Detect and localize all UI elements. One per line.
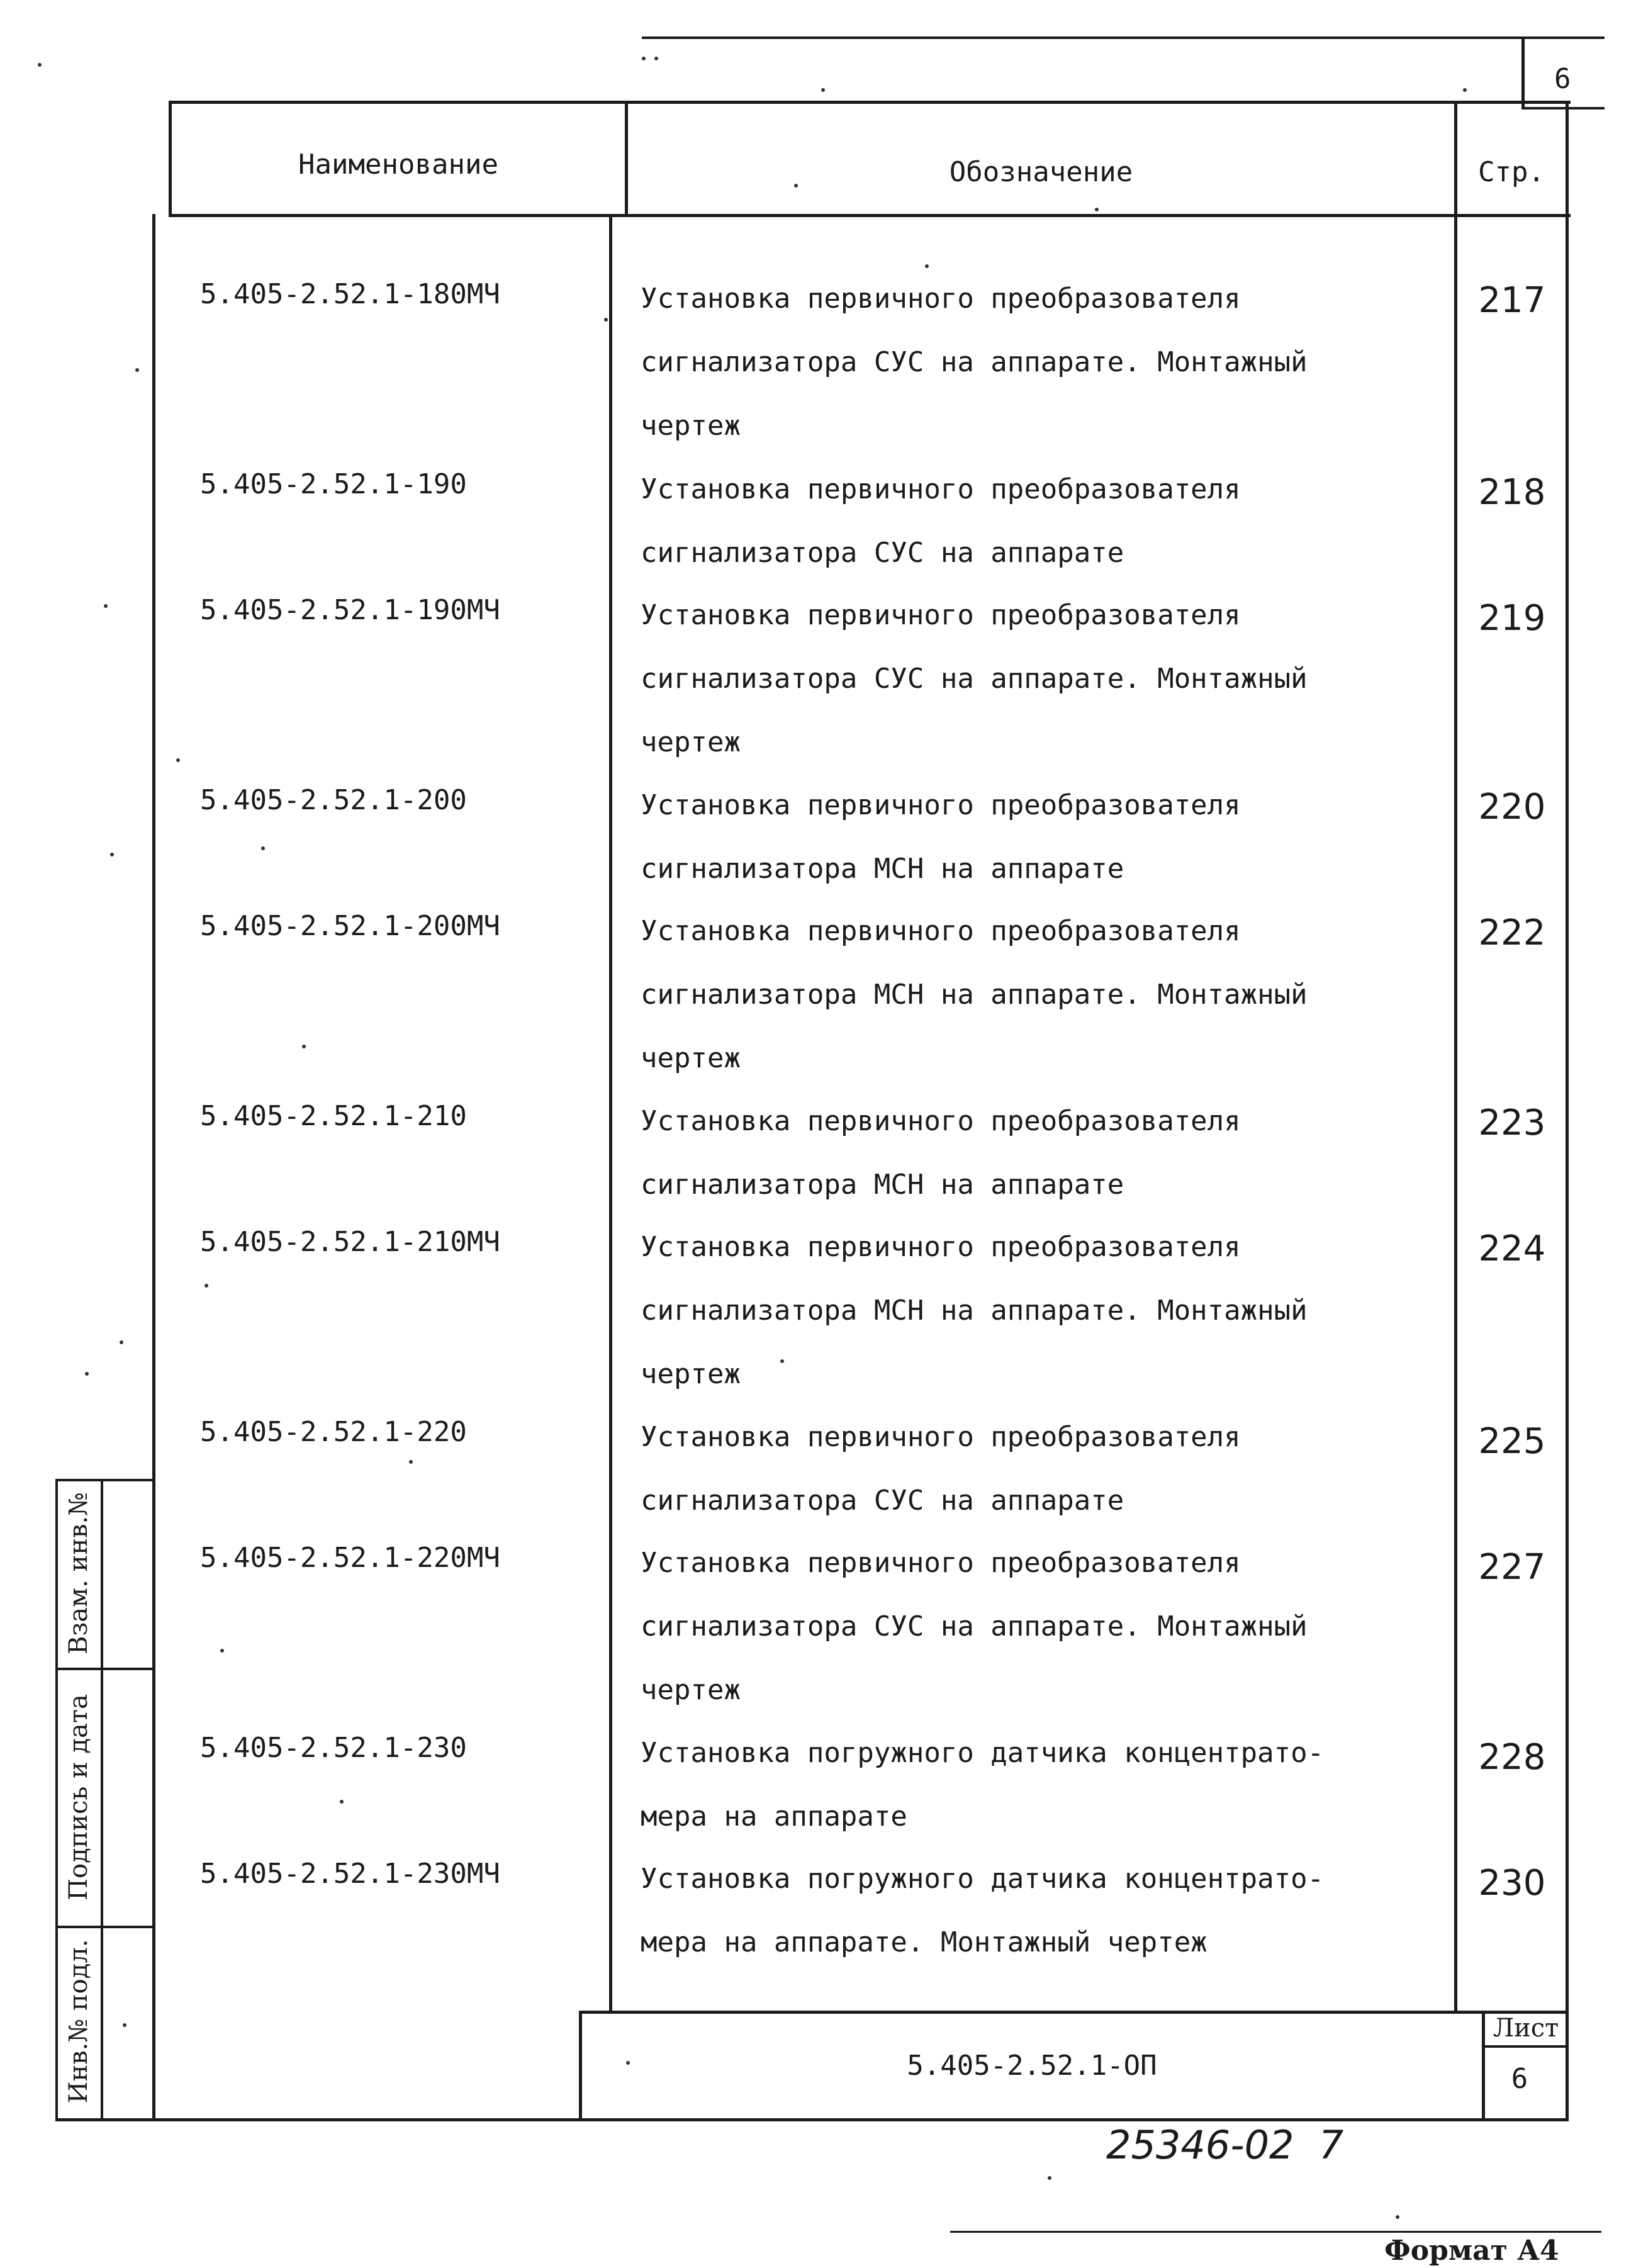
format-label: Формат А4 (1384, 2235, 1559, 2267)
row-code: 5.405-2.52.1-180МЧ (200, 278, 500, 310)
frame-bottom-border (55, 2118, 1569, 2121)
scan-speck (110, 853, 114, 856)
header-page: Стр. (1478, 156, 1545, 188)
sheet-number-top: 6 (1554, 63, 1571, 95)
row-description: Установка погружного датчика концентрато- мера на аппарате (641, 1737, 1325, 1833)
scan-speck (340, 1800, 344, 1804)
side-label-signature-date: Подпись и дата (64, 1694, 93, 1900)
scan-speck (821, 88, 825, 92)
scan-speck (220, 1649, 224, 1653)
row-description: Установка первичного преобразователя сигнализатора МСН на аппарате (641, 789, 1241, 885)
side-stamp-mid (101, 1479, 103, 2121)
format-rule (950, 2231, 1601, 2233)
scan-speck (123, 2023, 126, 2027)
scan-speck (626, 2061, 630, 2065)
sheet-box-left (1521, 36, 1525, 109)
frame-left-border (152, 214, 155, 2121)
top-rule (642, 36, 1605, 39)
col-divider-1-lower (609, 214, 612, 2014)
row-code: 5.405-2.52.1-230 (200, 1732, 467, 1764)
scan-speck (925, 264, 929, 268)
sheet-box-bottom (1521, 107, 1605, 109)
row-description: Установка первичного преобразователя сигнализатора СУС на аппарате. Монтажный чертеж (641, 1547, 1308, 1706)
row-description: Установка первичного преобразователя сигнализатора МСН на аппарате. Монтажный чертеж (641, 1231, 1308, 1390)
row-page: 219 (1478, 598, 1546, 639)
row-description: Установка погружного датчика концентрато- мера на аппарате. Монтажный чертеж (641, 1863, 1325, 1958)
scan-speck (654, 57, 658, 60)
handwritten-number: 25346-02 7 (1106, 2122, 1344, 2168)
side-label-inv-podl: Инв.№ подл. (64, 1939, 93, 2104)
row-code: 5.405-2.52.1-230МЧ (200, 1858, 500, 1890)
scan-speck (604, 318, 608, 322)
row-page: 230 (1478, 1863, 1546, 1904)
row-description: Установка первичного преобразователя сигнализатора СУС на аппарате. Монтажный чертеж (641, 599, 1308, 758)
row-page: 224 (1478, 1228, 1546, 1269)
header-designation: Обозначение (949, 156, 1133, 188)
scan-speck (261, 846, 265, 850)
row-description: Установка первичного преобразователя сигнализатора СУС на аппарате (641, 1421, 1241, 1517)
scan-speck (135, 368, 139, 372)
scan-speck (642, 57, 646, 60)
row-page: 222 (1478, 912, 1546, 953)
row-page: 218 (1478, 472, 1546, 513)
scan-speck (780, 1359, 784, 1363)
row-page: 220 (1478, 787, 1546, 828)
sheet-label: Лист (1493, 2014, 1559, 2043)
scan-speck (104, 604, 108, 608)
table-right-border (1566, 101, 1569, 2121)
header-name: Наименование (298, 149, 498, 181)
sheet-value: 6 (1511, 2063, 1528, 2095)
scan-speck (794, 184, 798, 188)
table-top-border (169, 101, 1571, 104)
row-description: Установка первичного преобразователя сигнализатора СУС на аппарате (641, 473, 1241, 569)
row-description: Установка первичного преобразователя сигнализатора МСН на аппарате (641, 1105, 1241, 1201)
row-page: 228 (1478, 1737, 1546, 1778)
row-code: 5.405-2.52.1-190 (200, 468, 467, 500)
row-page: 217 (1478, 280, 1546, 321)
row-code: 5.405-2.52.1-210 (200, 1100, 467, 1132)
scan-speck (1048, 2176, 1051, 2180)
side-label-inv-vzam: Взам. инв.№ (64, 1492, 93, 1655)
scan-speck (1463, 88, 1467, 92)
scan-speck (85, 1372, 89, 1376)
row-page: 223 (1478, 1103, 1546, 1143)
scan-speck (1095, 208, 1099, 211)
scan-speck (120, 1340, 123, 1344)
scan-speck (302, 1045, 306, 1048)
side-stamp-left (55, 1479, 58, 2121)
title-block-sheet-rule (1482, 2045, 1567, 2048)
scan-speck (409, 1460, 413, 1464)
row-description: Установка первичного преобразователя сигнализатора СУС на аппарате. Монтажный чертеж (641, 283, 1308, 442)
row-description: Установка первичного преобразователя сигнализатора МСН на аппарате. Монтажный чертеж (641, 915, 1308, 1074)
row-code: 5.405-2.52.1-200 (200, 784, 467, 816)
row-page: 225 (1478, 1421, 1546, 1462)
scan-speck (38, 63, 42, 67)
header-bottom-border (169, 214, 1571, 217)
title-block-top (579, 2011, 1569, 2014)
row-code: 5.405-2.52.1-190МЧ (200, 594, 500, 626)
row-code: 5.405-2.52.1-220 (200, 1416, 467, 1448)
scan-speck (176, 758, 180, 762)
row-code: 5.405-2.52.1-220МЧ (200, 1542, 500, 1574)
row-code: 5.405-2.52.1-210МЧ (200, 1226, 500, 1258)
scan-speck (1396, 2215, 1399, 2219)
scan-speck (204, 1284, 208, 1288)
row-page: 227 (1478, 1547, 1546, 1588)
document-code: 5.405-2.52.1-ОП (907, 2050, 1157, 2082)
row-code: 5.405-2.52.1-200МЧ (200, 910, 500, 942)
